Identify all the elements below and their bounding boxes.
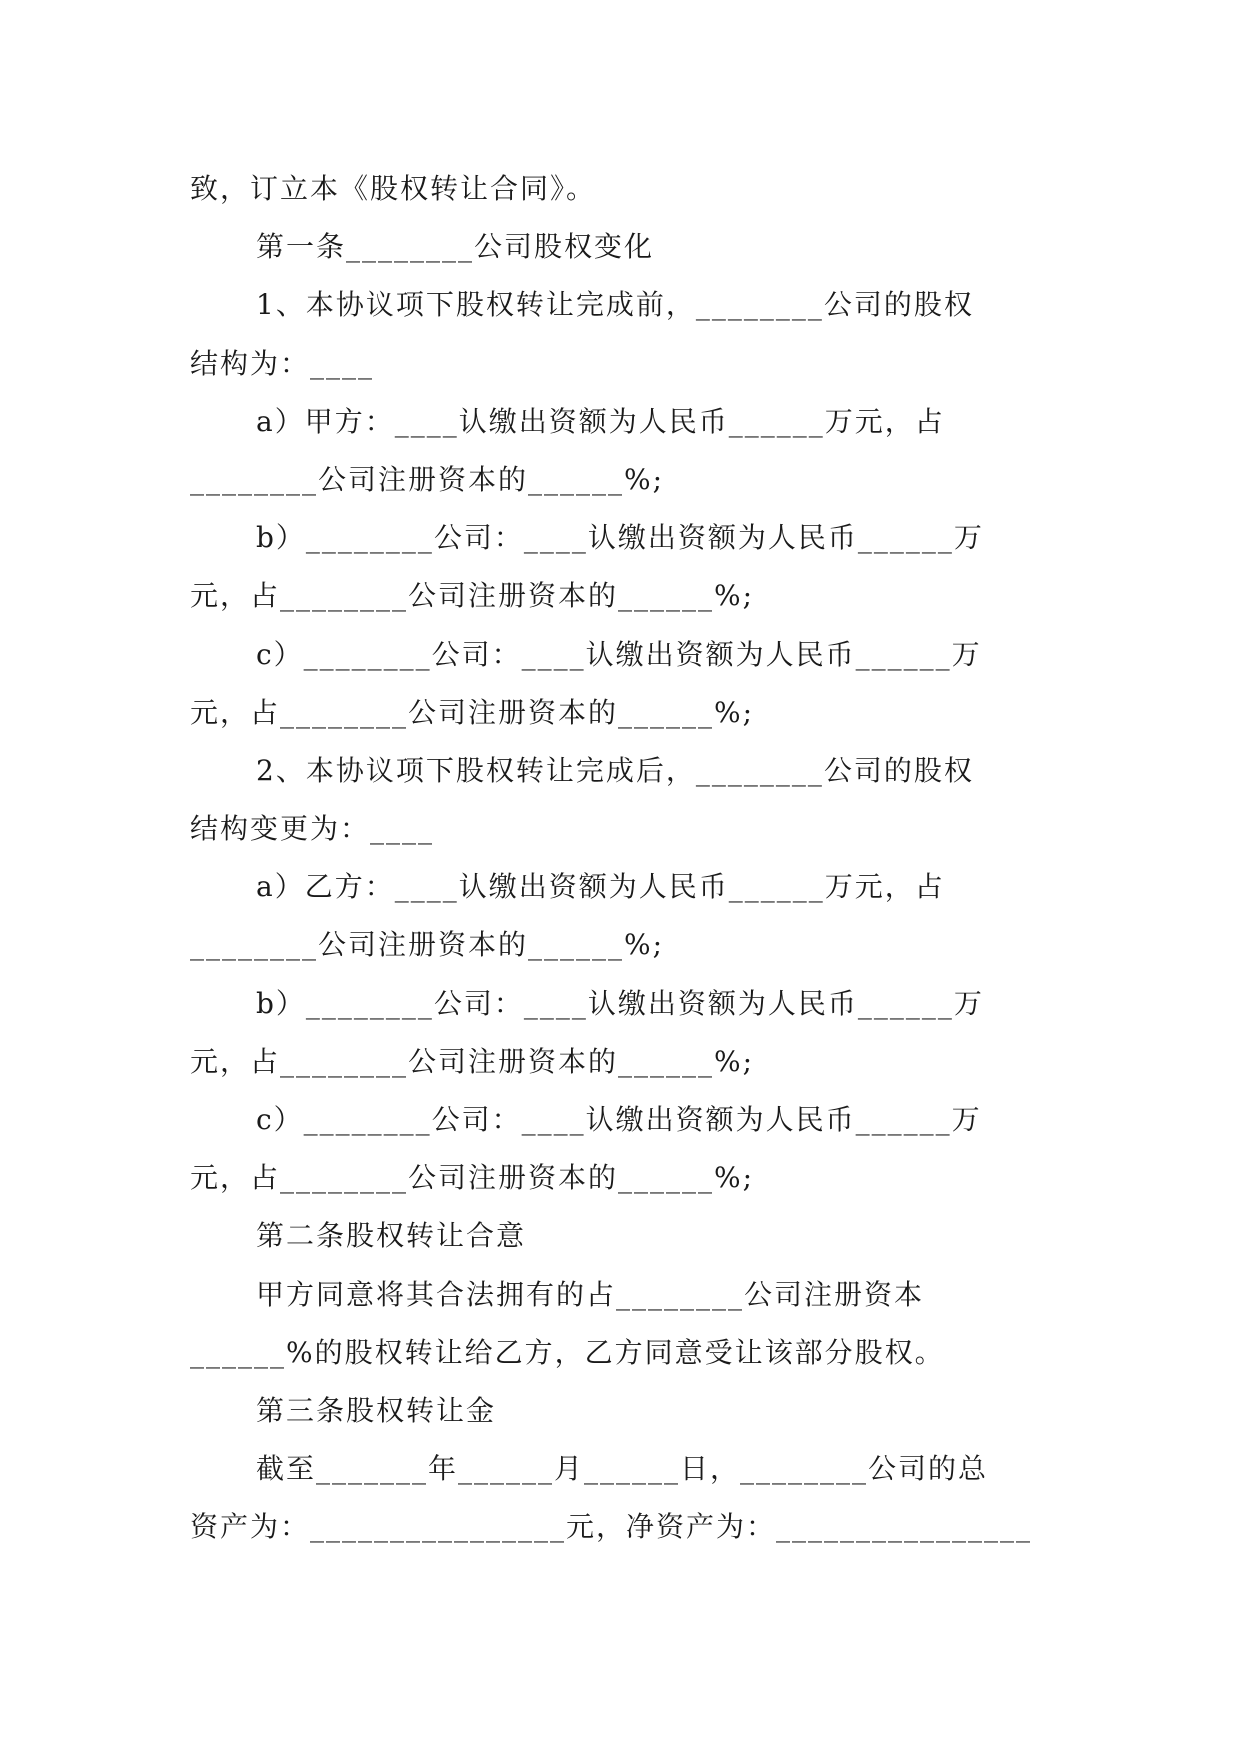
text-line: ________公司注册资本的______%; (190, 928, 665, 962)
text-line: 第三条股权转让金 (256, 1393, 497, 1427)
contract-body (190, 160, 1055, 1557)
text-line: ________公司注册资本的______%; (190, 462, 665, 496)
text-line: a）乙方：____认缴出资额为人民币______万元，占 (256, 870, 945, 904)
text-line: 2、本协议项下股权转让完成后，________公司的股权 (256, 753, 974, 787)
text-line: 元，占________公司注册资本的______%; (190, 695, 755, 729)
text-line: 第二条股权转让合意 (256, 1219, 527, 1253)
text-line: 结构为：____ (190, 346, 375, 380)
text-line: 1、本协议项下股权转让完成前，________公司的股权 (256, 288, 974, 322)
text-line: ______%的股权转让给乙方，乙方同意受让该部分股权。 (190, 1335, 945, 1369)
text-line: 资产为：________________元，净资产为：________________ (190, 1510, 1033, 1544)
text-line: b）________公司：____认缴出资额为人民币______万 (256, 521, 984, 555)
text-line: 致，订立本《股权转让合同》。 (190, 172, 597, 205)
text-line: 元，占________公司注册资本的______%; (190, 1161, 755, 1195)
text-line: 结构变更为：____ (190, 812, 435, 846)
text-line: 元，占________公司注册资本的______%; (190, 579, 755, 613)
text-line: b）________公司：____认缴出资额为人民币______万 (256, 986, 984, 1020)
text-line: 截至_______年______月______日，________公司的总 (256, 1452, 989, 1486)
text-line: 第一条________公司股权变化 (256, 230, 655, 264)
text-line: c）________公司：____认缴出资额为人民币______万 (256, 1103, 982, 1136)
text-line: a）甲方：____认缴出资额为人民币______万元，占 (256, 404, 945, 438)
text-line: c）________公司：____认缴出资额为人民币______万 (256, 637, 982, 671)
text-line: 甲方同意将其合法拥有的占________公司注册资本 (256, 1277, 925, 1311)
text-line: 元，占________公司注册资本的______%; (190, 1044, 755, 1078)
